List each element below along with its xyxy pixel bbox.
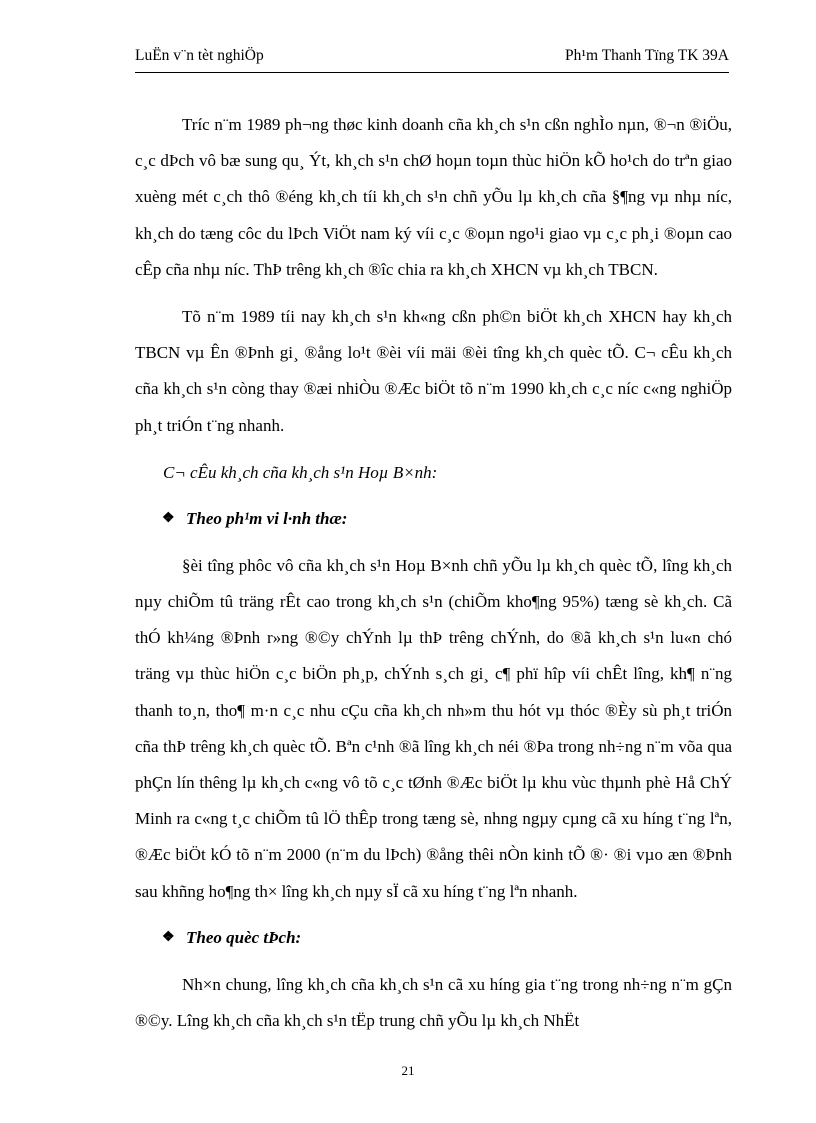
section-caption: C¬ cÊu kh¸ch cña kh¸ch s¹n Hoµ B×nh: [163,462,438,482]
paragraph-since-1989: Tõ n¨m 1989 tíi nay kh¸ch s¹n kh«ng cßn ph©n biÖt kh¸ch XHCN hay kh¸ch TBCN vµ Ên ®Þnh gi¸ ®ång lo¹t ®èi víi mäi ®èi tîng kh¸ch quèc tÕ. C¬ cÊu kh¸ch cña kh¸ch s¹n còng thay ®æi nhiÒu ®Æc biÖt tõ n¨m 1990 kh¸ch c¸c níc c«ng nghiÖp ph¸t triÓn t¨ng nhanh. [135,307,732,435]
header-author: Ph¹m Thanh Tïng TK 39A [565,47,729,64]
paragraph-before-1989: Tríc n¨m 1989 ph¬ng thøc kinh doanh cña kh¸ch s¹n cßn nghÌo nµn, ®¬n ®iÖu, c¸c dÞch vô bæ sung qu¸ Ýt, kh¸ch s¹n chØ hoµn toµn thùc hiÖn kÕ ho¹ch do trªn giao xuèng mét c¸ch thô ®éng kh¸ch tíi kh¸ch s¹n chñ yÕu lµ kh¸ch cña §¶ng vµ nhµ níc, kh¸ch do tæng côc du lÞch ViÖt nam ký víi c¸c ®oµn ngo¹i giao vµ c¸c ph¸i ®oµn cao cÊp cña nhµ níc. ThÞ trêng kh¸ch ®îc chia ra kh¸ch XHCN vµ kh¸ch TBCN. [135,115,732,279]
page-body [135,107,732,1039]
page-number: 21 [401,1063,415,1078]
bullet-heading-nationality-label: Theo quèc tÞch: [186,927,302,947]
diamond-bullet-icon: ❖ [162,510,175,526]
paragraph-nationality: Nh×n chung, lîng kh¸ch cña kh¸ch s¹n cã xu híng gia t¨ng trong nh÷ng n¨m gÇn ®©y. Lîng kh¸ch cña kh¸ch s¹n tËp trung chñ yÕu lµ kh¸ch NhËt [135,974,732,1031]
bullet-heading-nationality [162,920,732,956]
bullet-heading-territory [162,501,732,537]
header-thesis-title: LuËn v¨n tèt nghiÖp [135,47,264,64]
header-divider [135,72,729,73]
bullet-heading-territory-label: Theo ph¹m vi l·nh thæ: [186,508,348,528]
page-header [135,47,729,69]
diamond-bullet-icon: ❖ [162,929,175,945]
paragraph-territory: §èi tîng phôc vô cña kh¸ch s¹n Hoµ B×nh chñ yÕu lµ kh¸ch quèc tÕ, lîng kh¸ch nµy chiÕm tû träng rÊt cao trong kh¸ch s¹n (chiÕm kho¶ng 95%) tæng sè kh¸ch. Cã thÓ kh¼ng ®Þnh r»ng ®©y chÝnh lµ thÞ trêng chÝnh, do ®ã kh¸ch s¹n lu«n chó träng vµ thùc hiÖn c¸c biÖn ph¸p, chÝnh s¸ch gi¸ c¶ phï hîp víi chÊt lîng, kh¶ n¨ng thanh to¸n, tho¶ m·n c¸c nhu cÇu cña kh¸ch nh»m thu hót vµ thóc ®Èy sù ph¸t triÓn cña thÞ trêng kh¸ch quèc tÕ. Bªn c¹nh ®ã lîng kh¸ch néi ®Þa trong nh÷ng n¨m võa qua phÇn lín thêng lµ kh¸ch c«ng vô tõ c¸c tØnh ®Æc biÖt lµ khu vùc thµnh phè Hå ChÝ Minh ra c«ng t¸c chiÕm tû lÖ thÊp trong tæng sè, nhng ngµy cµng cã xu híng t¨ng lªn, ®Æc biÖt kÓ tõ n¨m 2000 (n¨m du lÞch) ®ång thêi nÒn kinh tÕ ®· ®i vµo æn ®Þnh sau khñng ho¶ng th× lîng kh¸ch nµy sÏ cã xu híng t¨ng lªn nhanh. [135,555,732,901]
